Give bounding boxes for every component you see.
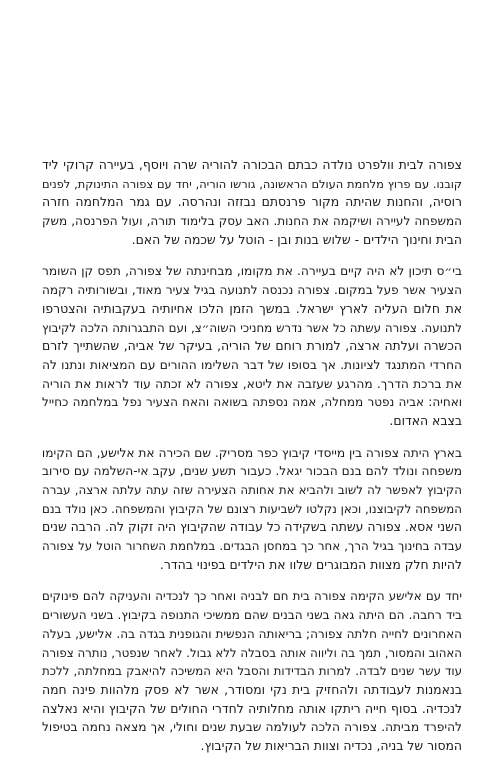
text-line: את חלום העליה לארץ ישראל. במשך הזמן הלכו אחיותיה בעקבותיה והצטרפו bbox=[42, 300, 462, 316]
text-line: השני אסא. צפורה עשתה בשקידה כל עבודה שהקיבוץ היה זקוק לה. הרבה שנים bbox=[42, 519, 462, 535]
text-line: האהוב והמסור, תמך בה וליווה אותה בסבלה ללא גבול. לאחר שנפטר, נותרה צפורה bbox=[42, 645, 462, 660]
text-line: בנאמנות לעבודתה ולהחזיק בית נקי ומסודר, אשר לא פסק מלהוות פינה חמה bbox=[42, 681, 462, 697]
paragraph-3 bbox=[42, 444, 462, 575]
text-line: לנכדיה. בסוף חייה ריתקו אותה מחלותיה לחדרי החולים של הקיבוץ והיא נאלצה bbox=[42, 700, 462, 716]
text-line: האחרונים לחייה חלתה צפורה; בריאותה הנפשית והגופנית בגדה בה. אלישע, בעלה bbox=[42, 626, 462, 641]
text-line: הבית וחינוך הילדים - שלוש בנות ובן - הוטל על שכמה של האם. bbox=[131, 231, 462, 247]
text-line: להיות חלק מצוות המבוגרים שלוו את הילדים בפינוי בהדר. bbox=[159, 556, 462, 572]
text-line: משפחה ונולד להם בנם הבכור יגאל. כעבור תשע שנים, עקב אי-השלמה עם סירוב bbox=[42, 464, 462, 479]
text-line: לתנועה. צפורה עשתה כל אשר נדרש מחניכי השוה״צ, ועם התבגרותה הלכה לקיבוץ bbox=[42, 320, 462, 335]
text-line: את ברכת הדרך. מהרגע שעזבה את ליטא, צפורה לא זכתה עוד לראות את הוריה bbox=[42, 376, 462, 391]
paragraph-4 bbox=[42, 587, 462, 755]
text-line: ביד רחבה. הם היתה גאה בשני הבנים שהם ממשיכי התנופה בקיבוץ. בשני העשורים bbox=[42, 608, 462, 623]
text-line: עבדה בחינוך בגיל הרך, אחר כך במחסן הבגדים. במלחמת השחרור הוטל על צפורה bbox=[42, 539, 462, 554]
paragraph-2 bbox=[42, 262, 462, 430]
text-line: הכשרה ועלתה ארצה, למורת רוחם של הוריה, בעיקר של אביה, שהשתייך לזרם bbox=[42, 338, 462, 354]
text-line: קובנו. עם פרוץ מלחמת העולם הראשונה, גורשו הוריה, יחד עם צפורה התינוקת, לפנים bbox=[42, 176, 462, 191]
text-line: המסור של בניה, נכדיה וצוות הבריאות של הקיבוץ. bbox=[200, 737, 462, 753]
text-line: בצבא האדום. bbox=[389, 412, 462, 428]
text-line: המשפחה לקיבוצנו, וכאן נקלטו לשביעות רצונם של הקיבוץ והמשפחה. כאן נולד בנם bbox=[42, 501, 462, 516]
text-line: הצעיר אשר פעל במקום. צפורה נכנסה לתנועה בגיל צעיר מאוד, ובשורותיה רקמה bbox=[42, 283, 462, 298]
text-line: בי״ס תיכון לא היה קיים בעיירה. את מקומו, מבחינתה של צפורה, תפס קן השומר bbox=[42, 264, 462, 279]
text-line: יחד עם אלישע הקימה צפורה בית חם לבניה ואחר כך לנכדיה והעניקה להם פינוקים bbox=[42, 589, 462, 604]
text-line: רוסיה, והחנות שהיתה מקור פרנסתם נבזזה ונהרסה. עם גמר המלחמה חזרה bbox=[42, 194, 462, 210]
text-line: להיפרד מביתה. צפורה הלכה לעולמה שבעת שנים וחולי, אך מצאה נחמה בטיפול bbox=[42, 720, 462, 735]
text-line: המשפחה לעיירה ושיקמה את החנות. האב עסק בלימוד תורה, ועול הפרנסה, משק bbox=[42, 214, 462, 229]
text-line: צפורה לבית וולפרט נולדה כבתם הבכורה להוריה שרה ויוסף, בעיירה קרוקי ליד bbox=[42, 157, 462, 172]
text-line: עוד עשר שנים לבדה. למרות הבדידות והסבל היא המשיכה להיאבק במחלתה, ללכת bbox=[42, 664, 462, 679]
text-line: הקיבוץ לאפשר לה לשוב ולהביא את אחותה הצעירה שזה עתה עלתה ארצה, עברה bbox=[42, 483, 462, 497]
paragraph-1 bbox=[42, 156, 462, 249]
text-line: החרדי המתנגד לציונות. אך בסופו של דבר השלימו ההורים עם המציאות ונתנו לה bbox=[42, 357, 462, 372]
text-line: בארץ היתה צפורה בין מייסדי קיבוץ כפר מסריק. שם הכירה את אלישע, הם הקימו bbox=[42, 445, 462, 460]
text-line: ואחיה: אביה נפטר ממחלה, אמה נספתה בשואה והאח הצעיר נפל במלחמה כחייל bbox=[42, 395, 462, 410]
text-column bbox=[42, 156, 462, 769]
